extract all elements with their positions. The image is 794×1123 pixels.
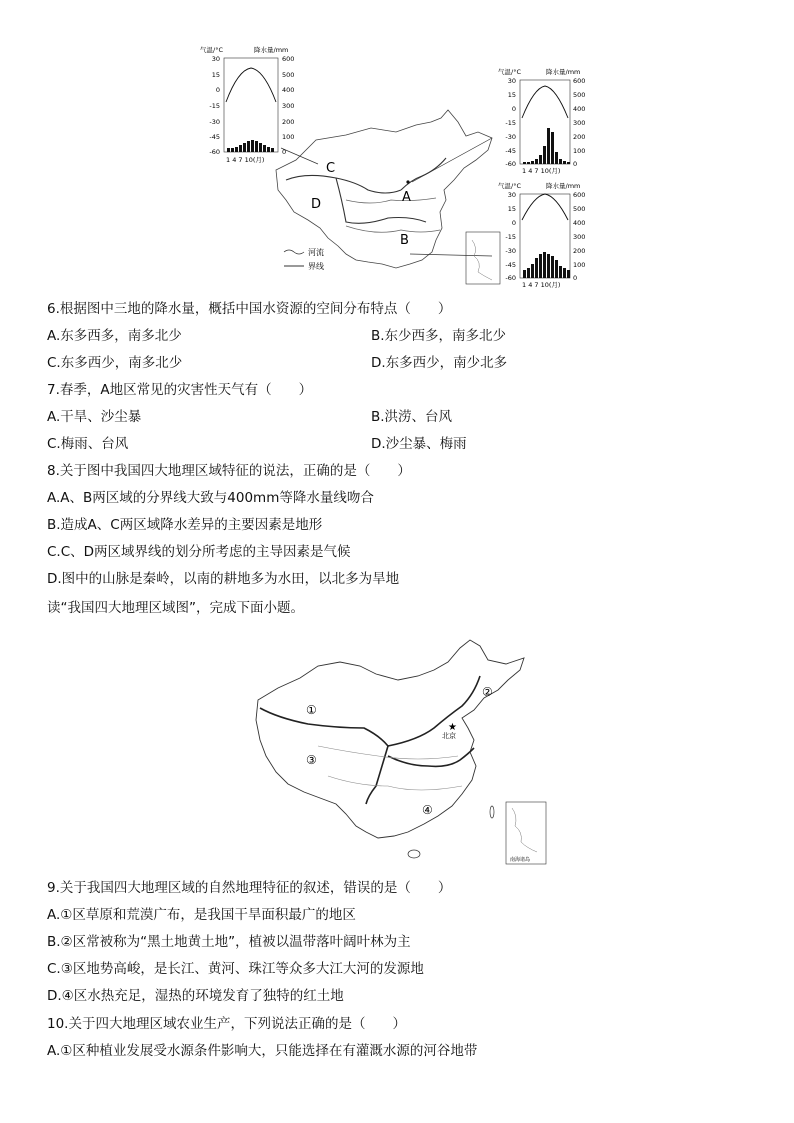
svg-text:600: 600: [282, 55, 295, 63]
region-4-label: ④: [422, 803, 433, 817]
beijing-label: 北京: [442, 732, 456, 740]
q6-option-a[interactable]: A.东多西多，南多北少: [47, 328, 182, 344]
temperature-curve: [226, 68, 276, 102]
svg-text:500: 500: [573, 91, 586, 99]
region-2-label: ②: [482, 685, 493, 699]
region-3-label: ③: [306, 753, 317, 767]
region-label-d: D: [311, 197, 322, 212]
q9-option-c[interactable]: C.③区地势高峻，是长江、黄河、珠江等众多大江大河的发源地: [47, 961, 424, 977]
region-label-c: C: [326, 161, 336, 176]
svg-text:500: 500: [282, 71, 295, 79]
hainan-island: [408, 850, 420, 858]
svg-text:300: 300: [573, 233, 586, 241]
q6-option-c[interactable]: C.东多西少，南多北少: [47, 355, 183, 371]
legend-boundary: 界线: [308, 262, 324, 271]
q8-option-a[interactable]: A.A、B两区域的分界线大致与400mm等降水量线吻合: [47, 490, 374, 506]
region-label-b: B: [400, 233, 409, 248]
svg-text:500: 500: [573, 205, 586, 213]
q7-option-b[interactable]: B.洪涝、台风: [371, 409, 453, 425]
q9-option-a[interactable]: A.①区草原和荒漠广布，是我国干旱面积最广的地区: [47, 907, 356, 923]
svg-text:200: 200: [573, 133, 586, 141]
svg-text:15: 15: [211, 71, 220, 79]
inset-label: 南海诸岛: [510, 857, 531, 863]
svg-text:600: 600: [573, 77, 586, 85]
svg-text:-45: -45: [505, 147, 516, 155]
south-china-sea-inset: [506, 802, 546, 864]
climate-chart-a: [498, 67, 585, 175]
svg-text:400: 400: [282, 86, 295, 94]
river: [346, 226, 440, 232]
river: [346, 198, 436, 203]
question-10-stem: 10.关于四大地理区域农业生产，下列说法正确的是（ ）: [47, 1016, 406, 1032]
svg-text:200: 200: [573, 247, 586, 255]
q8-option-b[interactable]: B.造成A、C两区域降水差异的主要因素是地形: [47, 517, 323, 533]
svg-text:-60: -60: [505, 274, 516, 282]
svg-text:0: 0: [573, 274, 578, 282]
svg-text:100: 100: [573, 261, 586, 269]
svg-text:气温/°C: 气温/°C: [498, 182, 521, 190]
svg-text:1 4 7 10(月): 1 4 7 10(月): [522, 167, 561, 175]
svg-text:15: 15: [507, 91, 516, 99]
svg-text:降水量/mm: 降水量/mm: [546, 68, 581, 76]
svg-text:100: 100: [573, 147, 586, 155]
boundary-line: [401, 158, 446, 190]
precip-bars: [227, 140, 274, 152]
svg-text:-30: -30: [505, 247, 516, 255]
beijing-star-icon: ★: [448, 722, 457, 733]
q8-option-d[interactable]: D.图中的山脉是秦岭，以南的耕地多为水田，以北多为旱地: [47, 571, 400, 587]
svg-text:0: 0: [511, 105, 516, 113]
svg-text:30: 30: [211, 55, 220, 63]
svg-text:300: 300: [573, 119, 586, 127]
river: [328, 776, 462, 790]
svg-text:30: 30: [507, 77, 516, 85]
svg-text:200: 200: [282, 118, 295, 126]
temp-axis-title: 气温/°C: [200, 46, 223, 54]
svg-text:15: 15: [507, 205, 516, 213]
south-china-sea-inset: [466, 232, 500, 284]
svg-text:0: 0: [573, 160, 578, 168]
climate-chart-b: [498, 181, 585, 289]
leader-line: [410, 254, 492, 256]
svg-text:400: 400: [573, 105, 586, 113]
svg-text:-60: -60: [505, 160, 516, 168]
china-outline: [256, 640, 524, 838]
svg-text:0: 0: [215, 86, 220, 94]
map-legend: [284, 247, 324, 271]
svg-text:100: 100: [282, 133, 295, 141]
region-1-label: ①: [306, 703, 317, 717]
svg-text:-45: -45: [209, 133, 220, 141]
q7-option-c[interactable]: C.梅雨、台风: [47, 436, 129, 452]
question-7-stem: 7.春季，A地区常见的灾害性天气有（ ）: [47, 382, 313, 398]
svg-text:400: 400: [573, 219, 586, 227]
month-axis: 1 4 7 10(月): [226, 156, 265, 164]
climate-chart-c: [200, 45, 294, 164]
q9-option-d[interactable]: D.④区水热充足，湿热的环境发育了独特的红土地: [47, 988, 344, 1004]
boundary-line: [286, 175, 401, 193]
svg-text:1 4 7 10(月): 1 4 7 10(月): [522, 281, 561, 289]
svg-text:30: 30: [507, 191, 516, 199]
svg-text:0: 0: [282, 148, 287, 156]
svg-text:气温/°C: 气温/°C: [498, 68, 521, 76]
svg-text:-15: -15: [505, 233, 516, 241]
figure-four-regions-map: [248, 636, 554, 868]
q7-option-a[interactable]: A.干旱、沙尘暴: [47, 409, 142, 425]
svg-text:300: 300: [282, 102, 295, 110]
question-6-stem: 6.根据图中三地的降水量，概括中国水资源的空间分布特点（ ）: [47, 301, 452, 317]
city-dot: [406, 180, 409, 183]
question-8-stem: 8.关于图中我国四大地理区域特征的说法，正确的是（ ）: [47, 463, 411, 479]
q10-option-a[interactable]: A.①区种植业发展受水源条件影响大，只能选择在有灌溉水源的河谷地带: [47, 1043, 478, 1059]
intro-text: 读“我国四大地理区域图”，完成下面小题。: [47, 600, 304, 616]
q8-option-c[interactable]: C.C、D两区域界线的划分所考虑的主导因素是气候: [47, 544, 351, 560]
legend-river: 河流: [308, 248, 324, 257]
figure-china-regions-climate: [196, 40, 616, 290]
svg-text:-15: -15: [505, 119, 516, 127]
china-outline: [276, 110, 492, 268]
svg-text:-60: -60: [209, 148, 220, 156]
svg-text:-15: -15: [209, 102, 220, 110]
svg-text:-45: -45: [505, 261, 516, 269]
leader-line: [281, 148, 318, 164]
svg-text:-30: -30: [505, 133, 516, 141]
q6-option-b[interactable]: B.东少西多，南多北少: [371, 328, 507, 344]
svg-text:0: 0: [511, 219, 516, 227]
svg-text:-30: -30: [209, 118, 220, 126]
q7-option-d[interactable]: D.沙尘暴、梅雨: [371, 436, 467, 452]
leader-line: [412, 138, 492, 182]
precip-axis-title: 降水量/mm: [254, 46, 289, 54]
question-9-stem: 9.关于我国四大地理区域的自然地理特征的叙述，错误的是（ ）: [47, 880, 452, 896]
q9-option-b[interactable]: B.②区常被称为“黑土地黄土地”，植被以温带落叶阔叶林为主: [47, 934, 411, 950]
inset-coast: [472, 240, 492, 280]
q6-option-d[interactable]: D.东多西少，南少北多: [371, 355, 508, 371]
svg-text:600: 600: [573, 191, 586, 199]
svg-text:降水量/mm: 降水量/mm: [546, 182, 581, 190]
taiwan-island: [490, 806, 494, 818]
region-label-a: A: [402, 190, 411, 205]
boundary-line: [388, 748, 474, 766]
